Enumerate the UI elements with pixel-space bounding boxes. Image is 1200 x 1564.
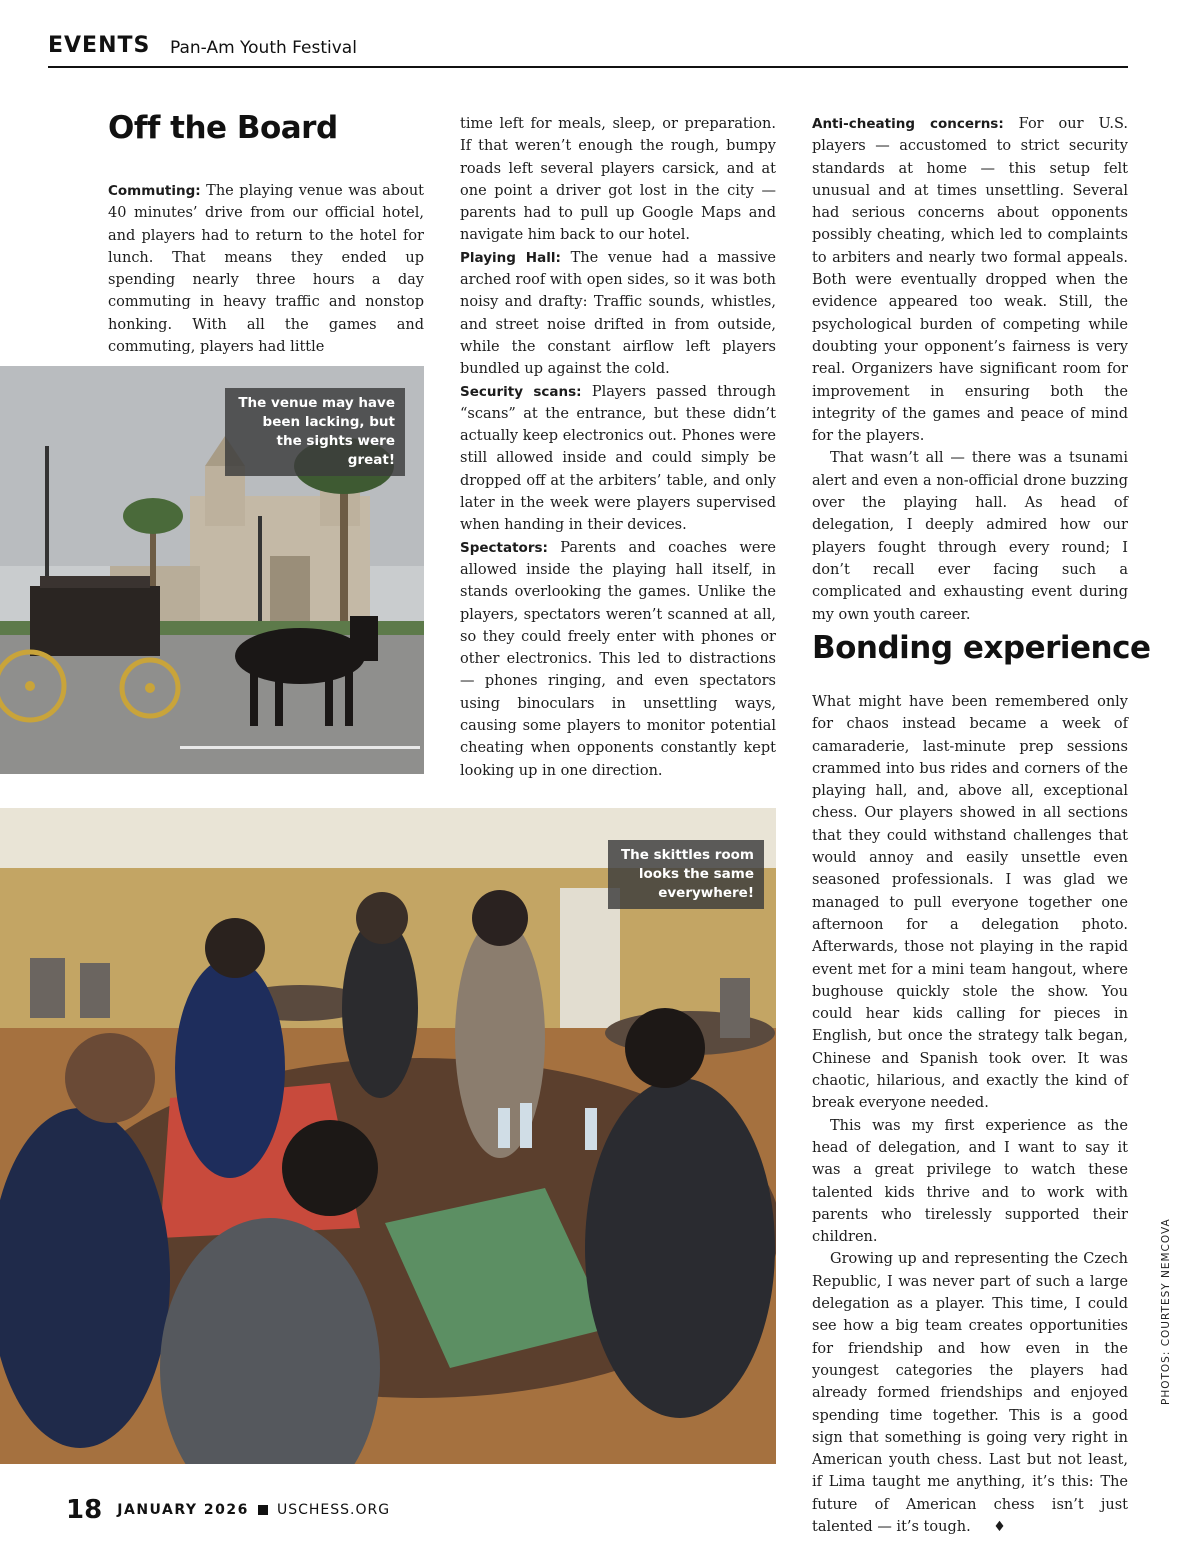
text-growing-up: Growing up and representing the Czech Republic, I was never part of such a large delegation as a player. This time, I could see how a big team creates opportunities for friendship and how even in the youngest categories the players had already formed friendships and enjoyed spending time together. This is a good sign that something is going very right in American youth chess. Last but not least, if Lima taught me anything, it’s this: The future of American chess isn’t just talented — it’s tough. bbox=[812, 1251, 1128, 1535]
text-playing-hall: The venue had a massive arched roof with open sides, so it was both noisy and drafty: Traffic sounds, whistles, and street noise drifted in from outside, while the constant airflow left players bundled up against the cold. bbox=[460, 249, 776, 378]
text-commuting: The playing venue was about 40 minutes’ drive from our official hotel, and players had to return to the hotel for lunch. That means they ended up spending nearly three hours a day commuting in heavy traffic and nonstop honking. With all the games and commuting, players had little bbox=[108, 183, 424, 356]
column-3-bottom bbox=[812, 691, 1128, 1538]
caption-photo-1: The venue may have been lacking, but the sights were great! bbox=[225, 388, 405, 476]
lead-spectators: Spectators: bbox=[460, 539, 548, 556]
paragraph-playing-hall bbox=[460, 247, 776, 381]
separator-square-icon bbox=[258, 1505, 268, 1515]
photo-lima-plaza bbox=[0, 366, 424, 774]
site-name: USCHESS.ORG bbox=[277, 1502, 391, 1518]
heading-bonding-experience: Bonding experience bbox=[812, 630, 1151, 666]
lead-playing-hall: Playing Hall: bbox=[460, 249, 561, 266]
page-footer bbox=[66, 1495, 390, 1525]
photo-skittles-room bbox=[0, 808, 776, 1464]
paragraph-camaraderie: What might have been remembered only for chaos instead became a week of camaraderie, last-minute prep sessions crammed into bus rides and corners of the playing hall, and, above all, exceptional chess. Our players showed in all sections that they could withstand challenges that would annoy and easily unsettle even seasoned professionals. I was glad we managed to pull everyone together one afternoon for a delegation photo. Afterwards, those not playing in the rapid event met for a mini team hangout, where bughouse quickly stole the show. You could hear kids calling for pieces in English, but once the strategy talk began, Chinese and Spanish took over. It was chaotic, hilarious, and exactly the kind of break everyone needed. bbox=[812, 694, 1128, 1112]
photo-credit: PHOTOS: COURTESY NEMCOVA bbox=[1160, 1218, 1172, 1405]
lead-anti-cheating: Anti-cheating concerns: bbox=[812, 116, 1004, 132]
paragraph-commuting bbox=[108, 180, 424, 358]
section-label: EVENTS bbox=[48, 33, 151, 58]
column-1 bbox=[108, 180, 424, 358]
paragraph-growing-up bbox=[812, 1248, 1128, 1538]
page-header bbox=[48, 30, 1128, 68]
column-3-top bbox=[812, 113, 1128, 626]
paragraph-spectators bbox=[460, 537, 776, 782]
paragraph-first-experience: This was my first experience as the head of delegation, and I want to say it was a great privilege to watch these talented kids thrive and to work with parents who tirelessly supported their children. bbox=[812, 1117, 1128, 1246]
heading-off-the-board: Off the Board bbox=[108, 110, 338, 146]
column-2 bbox=[460, 113, 776, 782]
paragraph-continued: time left for meals, sleep, or preparation. If that weren’t enough the rough, bumpy roads left several players carsick, and at one point a driver got lost in the city — parents had to pull up Google Maps and navigate him back to our hotel. bbox=[460, 116, 776, 244]
section-subtitle: Pan-Am Youth Festival bbox=[170, 38, 357, 58]
lead-security: Security scans: bbox=[460, 383, 582, 400]
paragraph-security bbox=[460, 381, 776, 537]
caption-photo-2: The skittles room looks the same everywhere! bbox=[608, 840, 764, 909]
page-number: 18 bbox=[66, 1495, 103, 1525]
text-security: Players passed through “scans” at the entrance, but these didn’t actually keep electronics out. Phones were still allowed inside and could simply be dropped off at the arbiters’ table, and only later in the week were players supervised when handing in their devices. bbox=[460, 383, 776, 534]
issue-date: JANUARY 2026 bbox=[117, 1502, 249, 1518]
paragraph-tsunami: That wasn’t all — there was a tsunami alert and even a non-official drone buzzing over the playing hall. As head of delegation, I deeply admired how our players fought through every round; I don’t recall ever facing such a complicated and exhausting event during my own youth career. bbox=[812, 450, 1128, 623]
text-spectators: Parents and coaches were allowed inside the playing hall itself, in stands overlooking the games. Unlike the players, spectators weren’t scanned at all, so they could freely enter with phones or other electronics. This led to distractions — phones ringing, and even spectators using binoculars in unsettling ways, causing some players to monitor potential cheating when opponents constantly kept looking up in one direction. bbox=[460, 539, 776, 779]
end-mark-icon: ♦ bbox=[993, 1518, 1006, 1535]
paragraph-anti-cheating bbox=[812, 113, 1128, 447]
text-anti-cheating: For our U.S. players — accustomed to strict security standards at home — this setup felt unusual and at times unsettling. Several had serious concerns about opponents possibly cheating, which led to complaints to arbiters and nearly two formal appeals. Both were eventually dropped when the evidence appeared too weak. Still, the psychological burden of competing while doubting your opponent’s fairness is very real. Organizers have significant room for improvement in ensuring both the integrity of the games and peace of mind for the players. bbox=[812, 116, 1128, 445]
lead-commuting: Commuting: bbox=[108, 183, 201, 199]
